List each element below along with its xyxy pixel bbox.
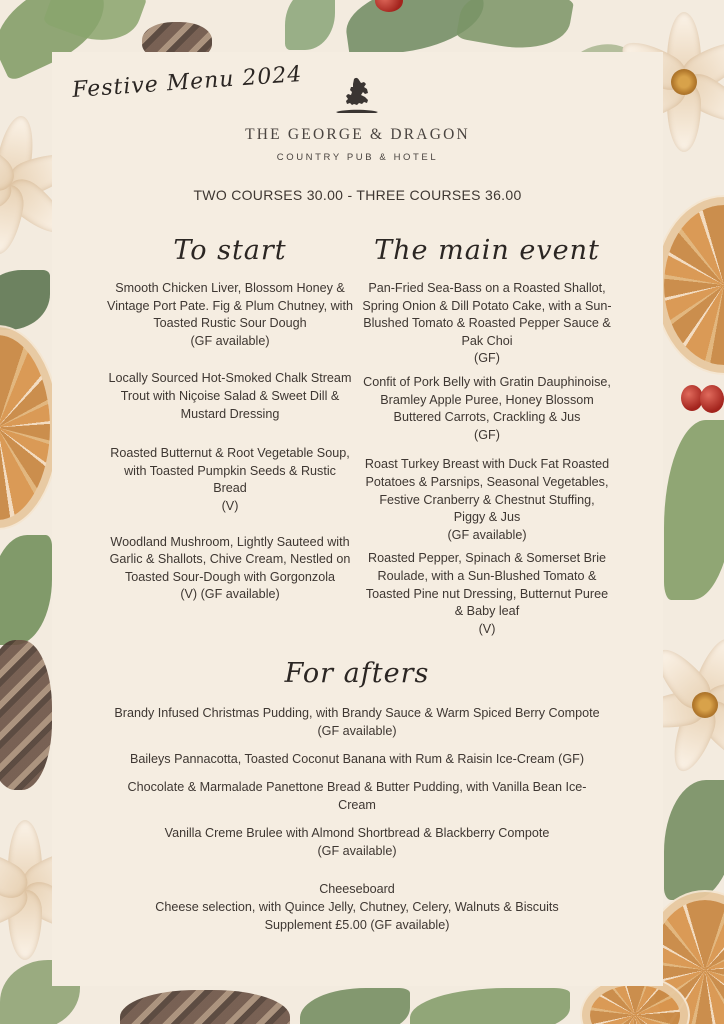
menu-item-name: Smooth Chicken Liver, Blossom Honey & Vintage Port Pate. Fig & Plum Chutney, with Toasted Rustic Sour Dough (107, 281, 353, 331)
menu-item (362, 550, 612, 638)
menu-item-name: Brandy Infused Christmas Pudding, with Brandy Sauce & Warm Spiced Berry Compote (GF available) (114, 706, 600, 738)
menu-item-name: Confit of Pork Belly with Gratin Dauphinoise, Bramley Apple Puree, Honey Blossom Buttered Carrots, Crackling & Jus (363, 374, 611, 425)
holly-leaf-icon (285, 0, 335, 50)
menu-item (112, 750, 602, 768)
st-george-and-dragon-logo-icon (334, 76, 380, 116)
section-heading-desserts: For afters (284, 658, 430, 689)
menu-item-name: Chocolate & Marmalade Panettone Bread & Butter Pudding, with Vanilla Bean Ice-Cream (127, 780, 587, 812)
starters-section (107, 222, 353, 622)
dried-orange-slice-icon (664, 205, 724, 365)
pinecone-icon (120, 990, 290, 1024)
dietary-tag: (GF available) (447, 527, 527, 542)
menu-item (112, 824, 602, 860)
menu-item-name: Pan-Fried Sea-Bass on a Roasted Shallot, Spring Onion & Dill Potato Cake, with a Sun-Blushed Tomato & Roasted Pepper Sauce & Pak Choi (362, 281, 612, 348)
menu-item (362, 280, 612, 368)
menu-item-name: Vanilla Creme Brulee with Almond Shortbread & Blackberry Compote (164, 826, 550, 840)
menu-item (362, 456, 612, 544)
menu-item (107, 534, 353, 604)
course-pricing: TWO COURSES 30.00 - THREE COURSES 36.00 (193, 187, 522, 203)
brand-subtitle: COUNTRY PUB & HOTEL (276, 152, 439, 163)
menu-item-name: Locally Sourced Hot-Smoked Chalk Stream Trout with Niçoise Salad & Sweet Dill & Mustard Dressing (108, 371, 352, 421)
pine-branch-icon (0, 535, 52, 645)
menu-item (107, 445, 353, 515)
holly-leaf-icon (664, 420, 724, 600)
brand-name: THE GEORGE & DRAGON (245, 126, 470, 143)
dried-orange-slice-icon (0, 335, 50, 520)
dietary-tag: (V) (GF available) (180, 587, 280, 602)
mains-section (362, 222, 612, 656)
section-heading-starters: To start (173, 235, 287, 266)
menu-item (112, 704, 602, 740)
cheeseboard-description: Cheese selection, with Quince Jelly, Chutney, Celery, Walnuts & Biscuits (155, 900, 559, 914)
menu-item-name: Roast Turkey Breast with Duck Fat Roasted Potatoes & Parsnips, Seasonal Vegetables, Festive Cranberry & Chestnut Stuffing, Piggy & Jus (364, 457, 610, 525)
holly-leaf-icon (664, 780, 724, 900)
menu-item (112, 778, 602, 814)
menu-item-name: Baileys Pannacotta, Toasted Coconut Banana with Rum & Raisin Ice-Cream (GF) (129, 752, 585, 766)
holly-leaf-icon (456, 0, 574, 57)
dietary-tag: (GF) (474, 351, 500, 366)
dietary-tag: (GF available) (317, 844, 397, 858)
cheeseboard-supplement: Supplement £5.00 (GF available) (264, 918, 450, 932)
dietary-tag: (GF) (474, 427, 500, 442)
holly-berry-icon (700, 385, 724, 413)
holly-leaf-icon (300, 988, 410, 1024)
menu-item (362, 374, 612, 444)
menu-item-name: Roasted Butternut & Root Vegetable Soup, with Toasted Pumpkin Seeds & Rustic Bread (110, 446, 350, 496)
menu-panel (52, 52, 663, 986)
section-heading-mains: The main event (374, 235, 600, 266)
menu-item (107, 370, 353, 423)
pinecone-icon (0, 640, 52, 790)
menu-item (107, 280, 353, 350)
menu-item-name: Woodland Mushroom, Lightly Sauteed with Garlic & Shallots, Chive Cream, Nestled on Toasted Sour-Dough with Gorgonzola (109, 534, 351, 584)
pine-branch-icon (0, 270, 50, 330)
menu-item-name: Roasted Pepper, Spinach & Somerset Brie Roulade, with a Sun-Blushed Tomato & Toasted Pine nut Dressing, Butternut Puree & Baby leaf (365, 551, 609, 619)
desserts-section (112, 644, 602, 944)
dietary-tag: (V) (221, 498, 239, 513)
holly-leaf-icon (410, 988, 570, 1024)
cheeseboard-title: Cheeseboard (319, 882, 395, 896)
dietary-tag: (V) (478, 621, 496, 636)
dietary-tag: (GF available) (190, 333, 270, 348)
festive-menu-title: Festive Menu 2024 (71, 61, 304, 104)
cheeseboard-item (112, 880, 602, 934)
